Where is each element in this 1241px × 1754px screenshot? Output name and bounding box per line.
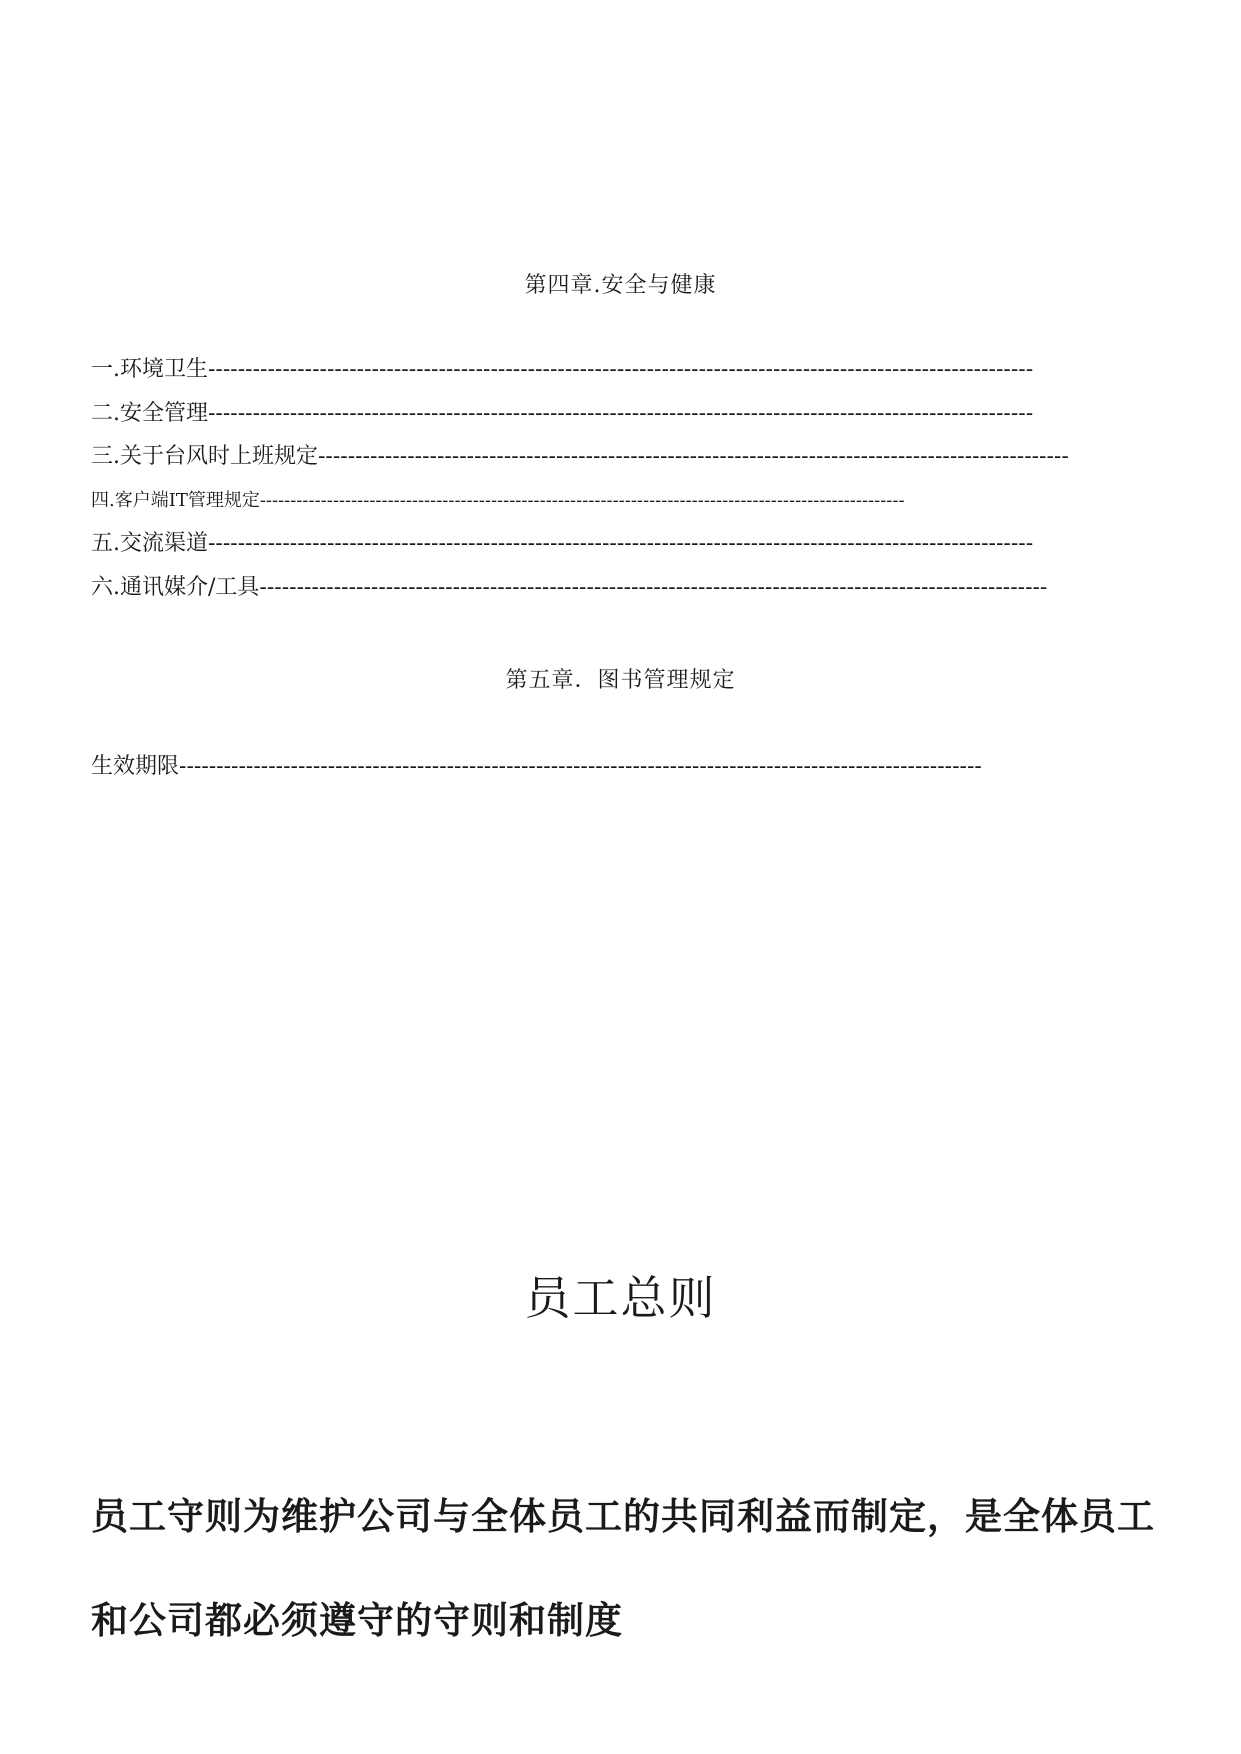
toc-entry-label: 五.交流渠道 bbox=[91, 531, 208, 556]
toc-entry-communication-channels[interactable] bbox=[91, 528, 1111, 560]
toc-entry-label: 四.客户端IT管理规定 bbox=[91, 490, 260, 511]
toc-leader: --------------------------------------------------------------------------------------------------------------- bbox=[208, 531, 1034, 556]
toc-entry-safety-management[interactable] bbox=[91, 398, 1111, 430]
toc-leader: ----------------------------------------------------------------------------------------------------- bbox=[318, 444, 1069, 469]
toc-entry-label: 二.安全管理 bbox=[91, 401, 208, 426]
intro-paragraph-line-1: 员工守则为维护公司与全体员工的共同利益而制定，是全体员工 bbox=[91, 1495, 1155, 1538]
toc-entry-label: 生效期限 bbox=[91, 754, 180, 779]
toc-entry-environment-hygiene[interactable] bbox=[91, 354, 1111, 386]
chapter-5-title: 第五章．图书管理规定 bbox=[505, 668, 736, 693]
toc-entry-label: 六.通讯媒介/工具 bbox=[91, 575, 260, 600]
toc-leader: ---------------------------------------------------------------------------------------------------------- bbox=[259, 575, 1048, 600]
toc-entry-label: 一.环境卫生 bbox=[91, 357, 208, 382]
toc-leader: --------------------------------------------------------------------------------------------------------------- bbox=[208, 357, 1034, 382]
toc-entry-label: 三.关于台风时上班规定 bbox=[91, 444, 318, 469]
intro-paragraph-line-2: 和公司都必须遵守的守则和制度 bbox=[91, 1599, 623, 1642]
toc-entry-communication-tools[interactable] bbox=[91, 572, 1111, 604]
toc-leader: --------------------------------------------------------------------------------------------------------------- bbox=[208, 401, 1034, 426]
main-title: 员工总则 bbox=[524, 1271, 717, 1325]
chapter-4-title: 第四章.安全与健康 bbox=[524, 273, 717, 298]
toc-entry-client-it-rules[interactable] bbox=[91, 485, 1107, 517]
toc-entry-effective-period[interactable] bbox=[91, 751, 1074, 783]
toc-leader: ---------------------------------------------------------------------------------------------------------- bbox=[259, 490, 905, 511]
toc-leader: ------------------------------------------------------------------------------------------------------------ bbox=[179, 754, 982, 779]
toc-entry-typhoon-work-rules[interactable] bbox=[91, 441, 1111, 473]
